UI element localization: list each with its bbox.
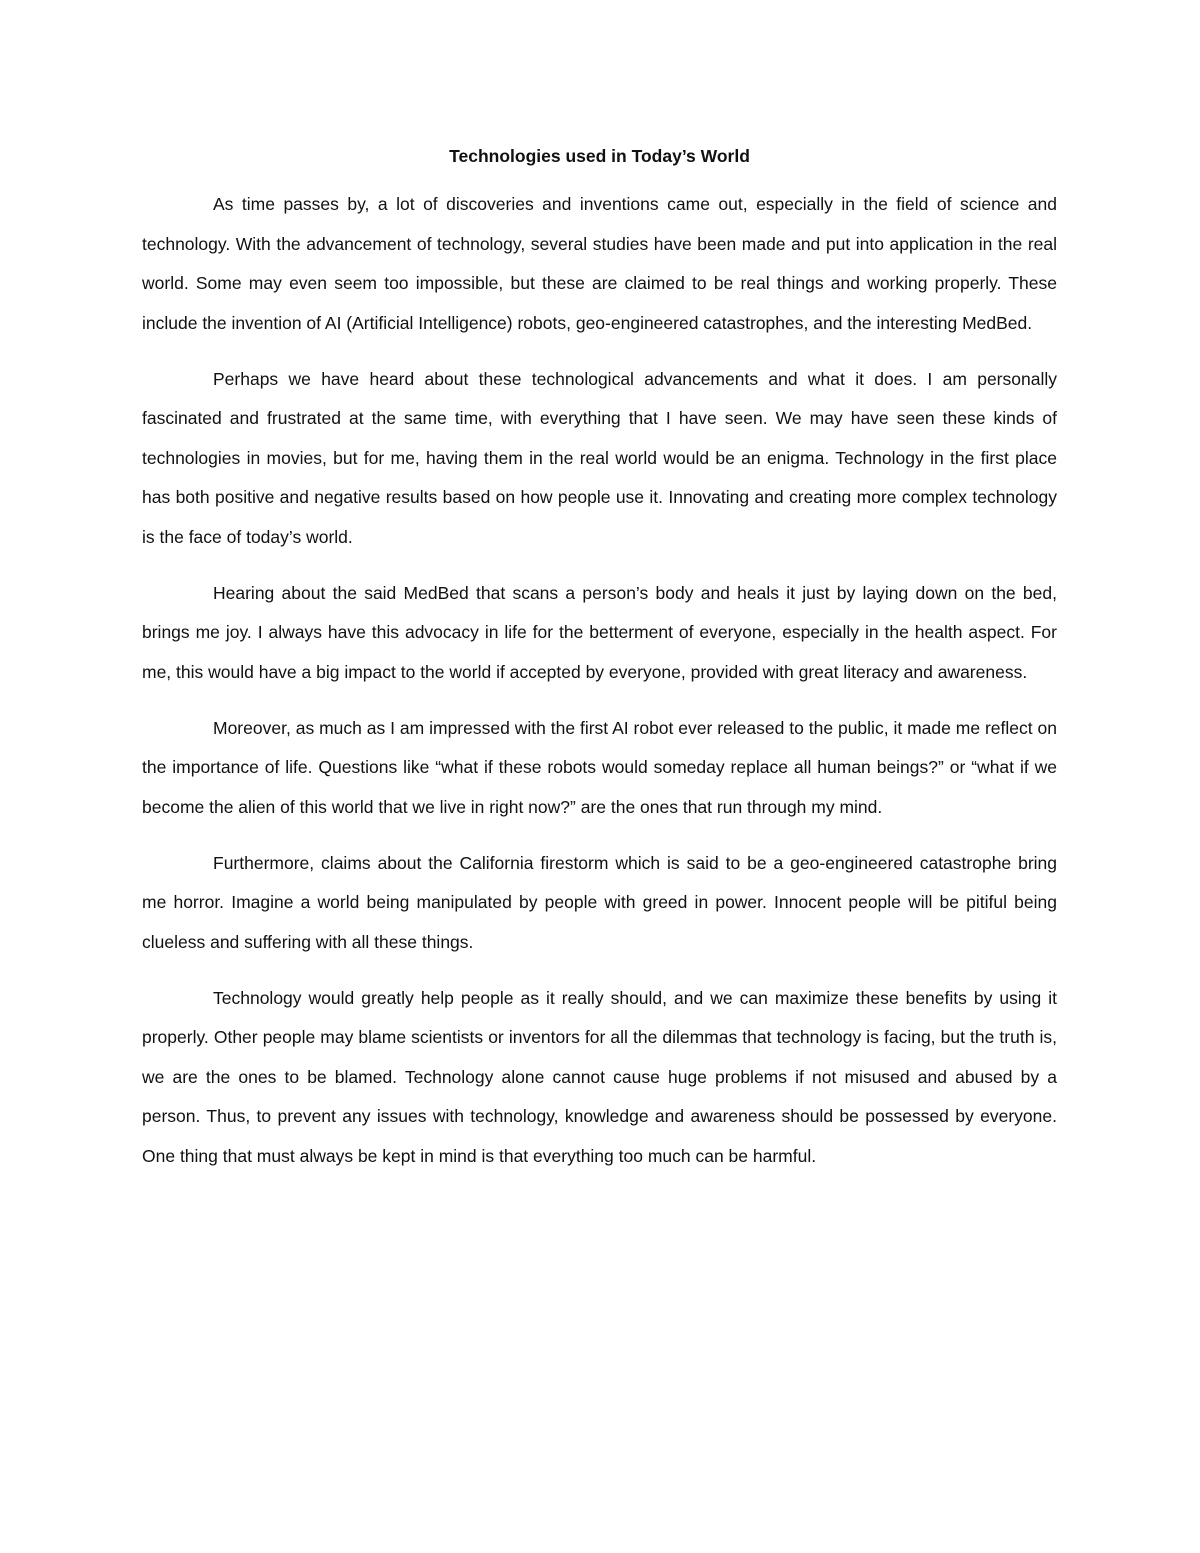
paragraph-conclusion: Technology would greatly help people as it really should, and we can maximize these benefits by using it properly. Other people may blame scientists or inventors for all the dilemmas that technology is facing, but the truth is, we are the ones to be blamed. Technology alone cannot cause huge problems if not misused and abused by a person. Thus, to prevent any issues with technology, knowledge and awareness should be possessed by everyone. One thing that must always be kept in mind is that everything too much can be harmful. — [142, 987, 1057, 1166]
paragraph-advancements: Perhaps we have heard about these technological advancements and what it does. I am personally fascinated and frustrated at the same time, with everything that I have seen. We may have seen these kinds of technologies in movies, but for me, having them in the real world would be an enigma. Technology in the first place has both positive and negative results based on how people use it. Innovating and creating more complex technology is the face of today’s world. — [142, 368, 1057, 547]
paragraph-introduction: As time passes by, a lot of discoveries and inventions came out, especially in the field of science and technology. With the advancement of technology, several studies have been made and put into application in the real world. Some may even seem too impossible, but these are claimed to be real things and working properly. These include the invention of AI (Artificial Intelligence) robots, geo-engineered catastrophes, and the interesting MedBed. — [142, 194, 1057, 333]
document-title: Technologies used in Today’s World — [449, 146, 750, 166]
paragraph-medbed: Hearing about the said MedBed that scans a person’s body and heals it just by laying down on the bed, brings me joy. I always have this advocacy in life for the betterment of everyone, especially in the health aspect. For me, this would have a big impact to the world if accepted by everyone, provided with great literacy and awareness. — [142, 582, 1057, 682]
paragraph-ai-robot: Moreover, as much as I am impressed with the first AI robot ever released to the public, it made me reflect on the importance of life. Questions like “what if these robots would someday replace all human beings?” or “what if we become the alien of this world that we live in right now?” are the ones that run through my mind. — [142, 717, 1057, 817]
paragraph-firestorm: Furthermore, claims about the California firestorm which is said to be a geo-engineered catastrophe bring me horror. Imagine a world being manipulated by people with greed in power. Innocent people will be pitiful being clueless and suffering with all these things. — [142, 852, 1057, 952]
document-body — [142, 141, 1057, 1193]
